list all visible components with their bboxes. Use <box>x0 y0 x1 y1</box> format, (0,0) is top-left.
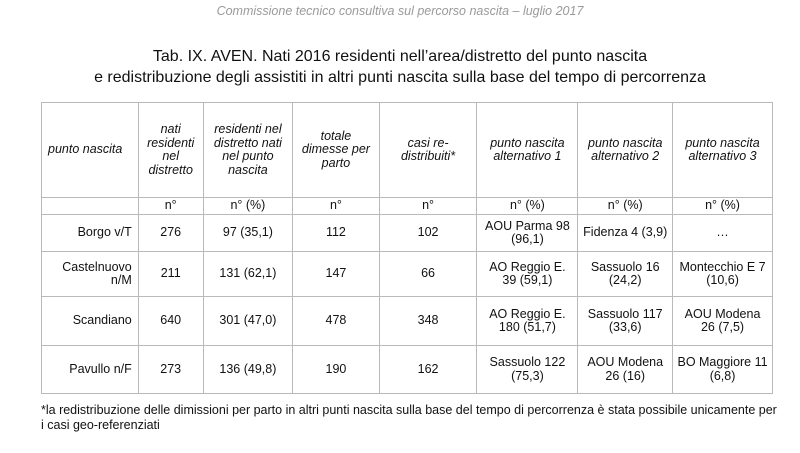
table-row <box>42 346 773 394</box>
unit-cell: n° (%) <box>477 198 578 215</box>
table-cell: Fidenza 4 (3,9) <box>578 215 673 252</box>
table-cell: 162 <box>379 346 477 394</box>
table-cell: Borgo v/T <box>42 215 139 252</box>
table-cell: AO Reggio E. 39 (59,1) <box>477 252 578 297</box>
column-header: punto nascita alternativo 1 <box>477 103 578 198</box>
table-cell: 276 <box>138 215 203 252</box>
column-header: punto nascita alternativo 3 <box>673 103 773 198</box>
table-cell: 66 <box>379 252 477 297</box>
unit-cell: n° <box>379 198 477 215</box>
units-row <box>42 198 773 215</box>
table-title-line-1: Tab. IX. AVEN. Nati 2016 residenti nell’area/distretto del punto nascita <box>152 48 648 65</box>
table-cell: BO Maggiore 11 (6,8) <box>673 346 773 394</box>
column-header: residenti nel distretto nati nel punto nascita <box>203 103 293 198</box>
table-cell: Montecchio E 7 (10,6) <box>673 252 773 297</box>
table-cell: 478 <box>293 297 379 346</box>
unit-cell <box>42 198 139 215</box>
running-header: Commissione tecnico consultiva sul percorso nascita – luglio 2017 <box>216 4 584 18</box>
unit-cell: n° (%) <box>578 198 673 215</box>
table-cell: 147 <box>293 252 379 297</box>
unit-cell: n° (%) <box>203 198 293 215</box>
table-title <box>0 46 800 88</box>
table-cell: Scandiano <box>42 297 139 346</box>
header-row <box>42 103 773 198</box>
table-cell: 190 <box>293 346 379 394</box>
table-cell: 112 <box>293 215 379 252</box>
table-cell: AOU Parma 98 (96,1) <box>477 215 578 252</box>
column-header: nati residenti nel distretto <box>138 103 203 198</box>
unit-cell: n° <box>293 198 379 215</box>
unit-cell: n° (%) <box>673 198 773 215</box>
table-cell: 348 <box>379 297 477 346</box>
table-cell: 131 (62,1) <box>203 252 293 297</box>
table-row <box>42 252 773 297</box>
table-cell: 301 (47,0) <box>203 297 293 346</box>
column-header: punto nascita alternativo 2 <box>578 103 673 198</box>
data-table <box>41 102 773 394</box>
table-cell: 211 <box>138 252 203 297</box>
column-header: casi re-distribuiti* <box>379 103 477 198</box>
table-cell: 640 <box>138 297 203 346</box>
table-cell: 273 <box>138 346 203 394</box>
table-title-line-2: e redistribuzione degli assistiti in altri punti nascita sulla base del tempo di percorrenza <box>94 69 706 86</box>
table-cell: Sassuolo 16 (24,2) <box>578 252 673 297</box>
table-cell: 97 (35,1) <box>203 215 293 252</box>
table-row <box>42 215 773 252</box>
footnote: *la redistribuzione delle dimissioni per parto in altri punti nascita sulla base del tempo di percorrenza è stata possibile unicamente per i casi geo-referenziati <box>41 403 777 432</box>
column-header: punto nascita <box>42 103 139 198</box>
column-header: totale dimesse per parto <box>293 103 379 198</box>
table-cell: AOU Modena 26 (7,5) <box>673 297 773 346</box>
table-cell: AOU Modena 26 (16) <box>578 346 673 394</box>
table-cell: Sassuolo 122 (75,3) <box>477 346 578 394</box>
table-cell: 136 (49,8) <box>203 346 293 394</box>
unit-cell: n° <box>138 198 203 215</box>
table-cell: AO Reggio E. 180 (51,7) <box>477 297 578 346</box>
table-cell: Pavullo n/F <box>42 346 139 394</box>
table-cell: Castelnuovo n/M <box>42 252 139 297</box>
table-cell: … <box>673 215 773 252</box>
table-cell: Sassuolo 117 (33,6) <box>578 297 673 346</box>
table-cell: 102 <box>379 215 477 252</box>
table-row <box>42 297 773 346</box>
